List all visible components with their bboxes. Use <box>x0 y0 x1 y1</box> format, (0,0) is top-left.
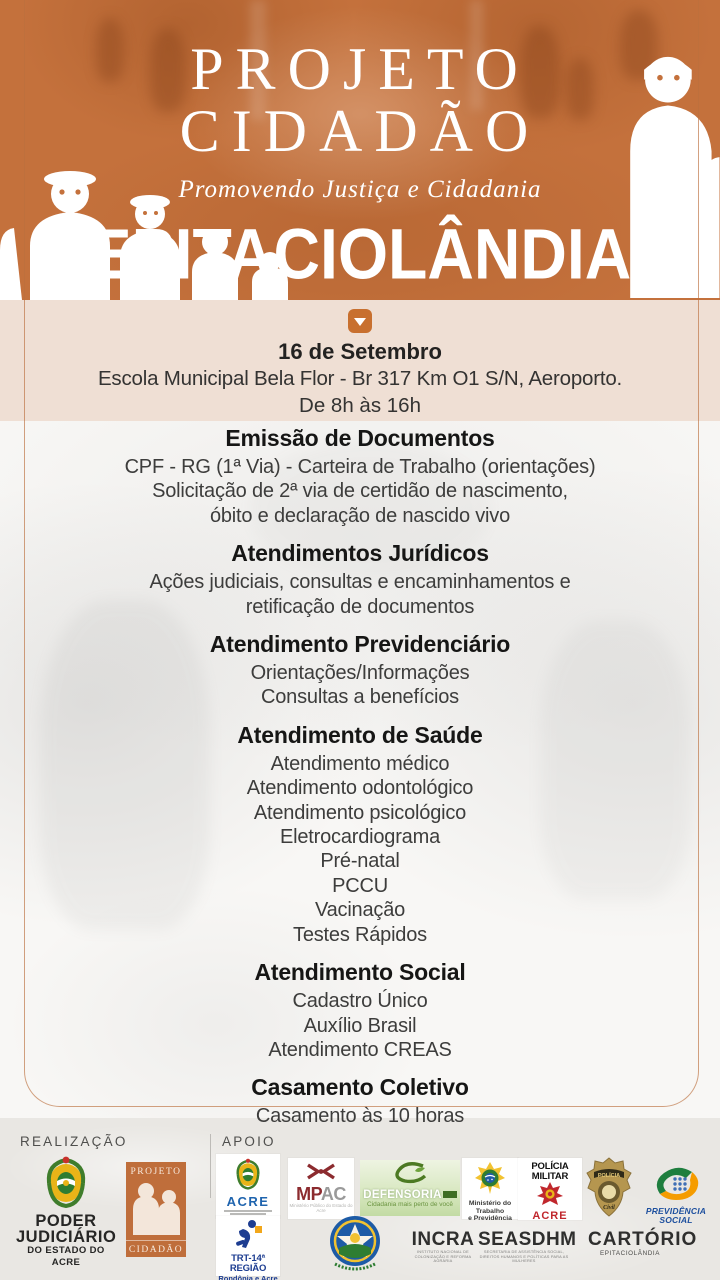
service-line: Eletrocardiograma <box>279 826 440 849</box>
mpac-mp: MP <box>296 1184 321 1204</box>
trt-sublabel: Rondônia e Acre <box>218 1274 278 1280</box>
seasdhm-sublabel: SECRETARIA DE ASSISTÊNCIA SOCIAL, DIREITOS HUMANOS E POLÍTICAS PARA AS MULHERES <box>479 1249 569 1264</box>
service-line: PCCU <box>332 874 388 897</box>
footer <box>0 1118 720 1280</box>
pj-name-line2: JUDICIÁRIO <box>16 1228 117 1246</box>
realizacao-label: REALIZAÇÃO <box>20 1134 128 1149</box>
defensoria-chip <box>443 1191 457 1198</box>
service-line: Auxílio Brasil <box>303 1014 417 1037</box>
section-lines <box>45 570 675 619</box>
service-line: CPF - RG (1ª Via) - Carteira de Trabalho (orientações) <box>124 456 596 478</box>
brazil-coat-of-arms-icon <box>474 1161 506 1195</box>
service-section <box>45 721 675 947</box>
header-banner <box>0 0 720 300</box>
trt-figure-icon <box>231 1219 265 1249</box>
section-lines <box>45 1104 675 1128</box>
service-line: Atendimento médico <box>270 752 450 775</box>
project-title-line2: CIDADÃO <box>179 98 541 164</box>
city-title: EPITACIOLÂNDIA <box>88 214 632 294</box>
svg-text:Civil: Civil <box>603 1205 615 1211</box>
pj-name-line3: DO ESTADO DO ACRE <box>27 1245 105 1268</box>
apoio-label: APOIO <box>222 1134 276 1149</box>
acre-label: ACRE <box>226 1194 270 1209</box>
down-arrow-icon <box>348 309 372 333</box>
section-title: Atendimentos Jurídicos <box>231 540 489 567</box>
logo-seasdhm <box>478 1229 577 1264</box>
previdencia-label: PREVIDÊNCIA SOCIAL <box>645 1206 707 1225</box>
seasdhm-label: SEASDHM <box>478 1229 577 1250</box>
trt-label: TRT-14ª REGIÃO <box>229 1253 267 1274</box>
logo-poder-judiciario <box>16 1156 116 1269</box>
section-title: Emissão de Documentos <box>225 425 495 451</box>
service-line: Atendimento psicológico <box>253 801 467 824</box>
project-subtitle: Promovendo Justiça e Cidadania <box>178 176 542 203</box>
footer-divider <box>210 1134 211 1198</box>
service-line: Casamento às 10 horas <box>255 1105 465 1128</box>
event-info-band <box>0 300 720 421</box>
people-silhouette-mini-icon <box>126 1179 186 1235</box>
mpac-ac: AC <box>320 1184 346 1204</box>
logo-previdencia-social <box>638 1166 714 1225</box>
section-title: Atendimento de Saúde <box>237 721 483 748</box>
service-line: Vacinação <box>314 899 406 922</box>
event-hours: De 8h às 16h <box>299 394 421 417</box>
mpac-sublabel: Ministério Público do Estado do Acre <box>289 1203 353 1213</box>
incra-label: INCRA <box>411 1229 475 1250</box>
logo-governo-acre <box>216 1154 280 1218</box>
logo-cartorio <box>588 1229 698 1258</box>
service-line: Pré-natal <box>320 850 400 873</box>
logo-mpac <box>288 1158 354 1219</box>
logo-defensoria <box>360 1160 460 1216</box>
policia-militar-state: ACRE <box>532 1210 568 1222</box>
mpac-glyph-icon <box>306 1163 336 1180</box>
service-line: Testes Rápidos <box>293 923 427 946</box>
section-lines <box>45 455 675 528</box>
service-section <box>45 1073 675 1128</box>
service-line: óbito e declaração de nascido vivo <box>209 504 511 527</box>
prc-top-label: PROJETO <box>130 1167 182 1177</box>
defensoria-swoosh-icon <box>387 1162 433 1184</box>
section-lines <box>45 752 675 947</box>
pj-name-line1: PODER <box>35 1212 97 1230</box>
event-location: Escola Municipal Bela Flor - Br 317 Km O1 S/N, Aeroporto. <box>97 367 623 390</box>
acre-small-text <box>216 1210 280 1216</box>
logo-policia-militar <box>518 1158 582 1220</box>
logo-ministerio-trabalho <box>462 1158 518 1222</box>
service-line: Atendimento CREAS <box>268 1038 452 1061</box>
service-section <box>45 539 675 619</box>
section-title: Atendimento Previdenciário <box>209 631 511 658</box>
service-section <box>45 958 675 1062</box>
section-lines <box>45 989 675 1062</box>
event-info <box>0 338 720 419</box>
service-line: Consultas a benefícios <box>261 686 459 709</box>
policia-militar-crest-icon <box>537 1182 563 1206</box>
service-line: Cadastro Único <box>292 990 428 1013</box>
policia-militar-label: POLÍCIA MILITAR <box>531 1161 569 1182</box>
policia-civil-badge-icon <box>586 1156 632 1218</box>
municipal-seal-icon <box>327 1214 383 1274</box>
logo-projeto-cidadao <box>126 1162 186 1257</box>
defensoria-label: DEFENSORIA <box>360 1189 460 1201</box>
logo-policia-civil <box>586 1156 632 1218</box>
acre-coat-of-arms-icon <box>233 1158 263 1190</box>
section-title: Atendimento Social <box>254 959 466 986</box>
services <box>45 424 675 1129</box>
cartorio-sublabel: EPITACIOLÂNDIA <box>599 1250 661 1257</box>
project-title <box>0 38 720 162</box>
logo-trt14 <box>216 1216 280 1280</box>
ministerio-label-line1: Ministério do Trabalho <box>468 1200 512 1215</box>
service-section <box>45 630 675 710</box>
section-lines <box>45 661 675 710</box>
previdencia-oval-icon <box>650 1166 702 1202</box>
incra-sublabel: INSTITUTO NACIONAL DE COLONIZAÇÃO E REFORMA AGRÁRIA <box>414 1249 472 1264</box>
mpac-label <box>288 1185 354 1203</box>
svg-text:POLÍCIA: POLÍCIA <box>597 1173 621 1179</box>
event-date: 16 de Setembro <box>278 339 442 364</box>
acre-coat-of-arms-icon <box>41 1156 91 1208</box>
logo-incra <box>406 1230 480 1264</box>
ministerio-label-line2: e Previdência <box>468 1215 512 1222</box>
service-line: Orientações/Informações <box>250 662 470 685</box>
service-line: Ações judiciais, consultas e encaminhamentos e <box>149 571 571 594</box>
service-line: retificação de documentos <box>245 595 475 618</box>
service-line: Solicitação de 2ª via de certidão de nascimento, <box>152 480 568 503</box>
service-section <box>45 424 675 528</box>
project-title-line1: PROJETO <box>190 36 530 102</box>
section-title: Casamento Coletivo <box>251 1074 469 1101</box>
defensoria-sublabel: Cidadania mais perto de você <box>367 1201 453 1208</box>
prc-bottom-label: CIDADÃO <box>126 1240 186 1257</box>
logo-epitaciolandia-seal <box>327 1214 383 1274</box>
service-line: Atendimento odontológico <box>246 777 474 800</box>
cartorio-label: CARTÓRIO <box>588 1229 698 1250</box>
